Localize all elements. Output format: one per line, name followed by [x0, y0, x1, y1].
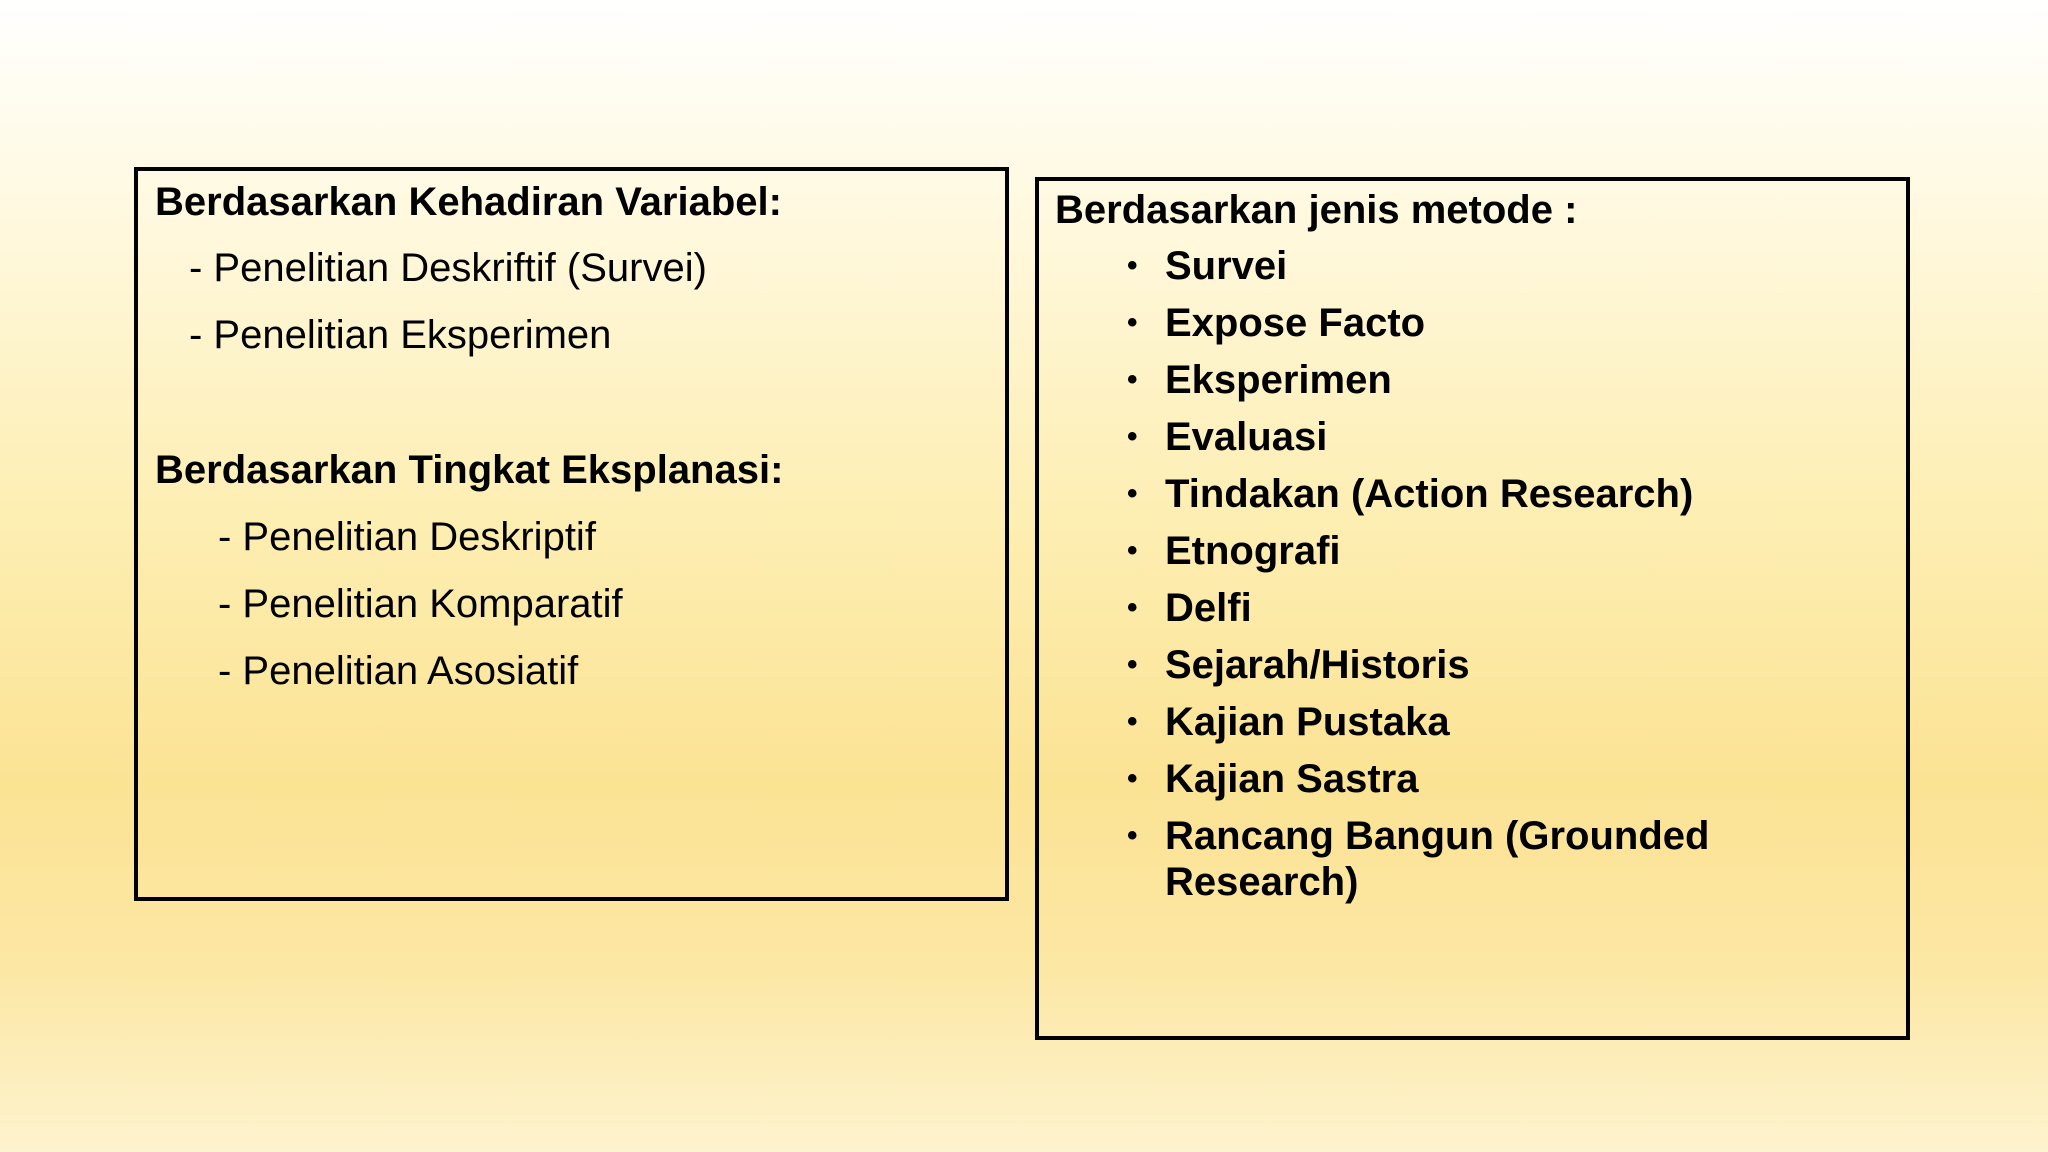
list-item-label: Sejarah/Historis [1165, 643, 1470, 687]
list-item [1127, 813, 1887, 913]
list-item [1127, 414, 1887, 471]
bullet-icon: • [1127, 705, 1138, 738]
heading-kehadiran-variabel: Berdasarkan Kehadiran Variabel: [155, 180, 782, 224]
bullet-icon: • [1127, 591, 1138, 624]
bullet-icon: • [1127, 762, 1138, 795]
list-item-label: Kajian Sastra [1165, 757, 1419, 801]
method-list [1127, 243, 1887, 913]
list-item-label: Evaluasi [1165, 415, 1328, 459]
list-item [1127, 300, 1887, 357]
list-item [1127, 243, 1887, 300]
bullet-icon: • [1127, 819, 1138, 852]
list-item [1127, 528, 1887, 585]
classification-box-left [134, 167, 1009, 901]
list-item [1127, 585, 1887, 642]
list-item: - Penelitian Deskriptif [218, 515, 596, 559]
list-item-label: Etnografi [1165, 529, 1341, 573]
classification-box-right [1035, 177, 1910, 1040]
bullet-icon: • [1127, 477, 1138, 510]
bullet-icon: • [1127, 249, 1138, 282]
list-item [1127, 471, 1887, 528]
bullet-icon: • [1127, 648, 1138, 681]
list-item-label: Expose Facto [1165, 301, 1426, 345]
bullet-icon: • [1127, 363, 1138, 396]
list-item-label: Tindakan (Action Research) [1165, 472, 1694, 516]
list-item [1127, 699, 1887, 756]
list-item [1127, 756, 1887, 813]
list-item: - Penelitian Deskriftif (Survei) [189, 246, 707, 290]
list-item-label: Kajian Pustaka [1165, 700, 1450, 744]
list-item [1127, 357, 1887, 414]
list-item: - Penelitian Komparatif [218, 582, 623, 626]
heading-jenis-metode: Berdasarkan jenis metode : [1055, 188, 1578, 232]
heading-tingkat-eksplanasi: Berdasarkan Tingkat Eksplanasi: [155, 448, 784, 492]
list-item-label: Rancang Bangun (Grounded Research) [1165, 814, 1710, 904]
bullet-icon: • [1127, 420, 1138, 453]
bullet-icon: • [1127, 534, 1138, 567]
list-item-label: Eksperimen [1165, 358, 1392, 402]
list-item-label: Survei [1165, 244, 1288, 288]
list-item: - Penelitian Asosiatif [218, 649, 579, 693]
list-item [1127, 642, 1887, 699]
bullet-icon: • [1127, 306, 1138, 339]
list-item: - Penelitian Eksperimen [189, 313, 612, 357]
list-item-label: Delfi [1165, 586, 1252, 630]
